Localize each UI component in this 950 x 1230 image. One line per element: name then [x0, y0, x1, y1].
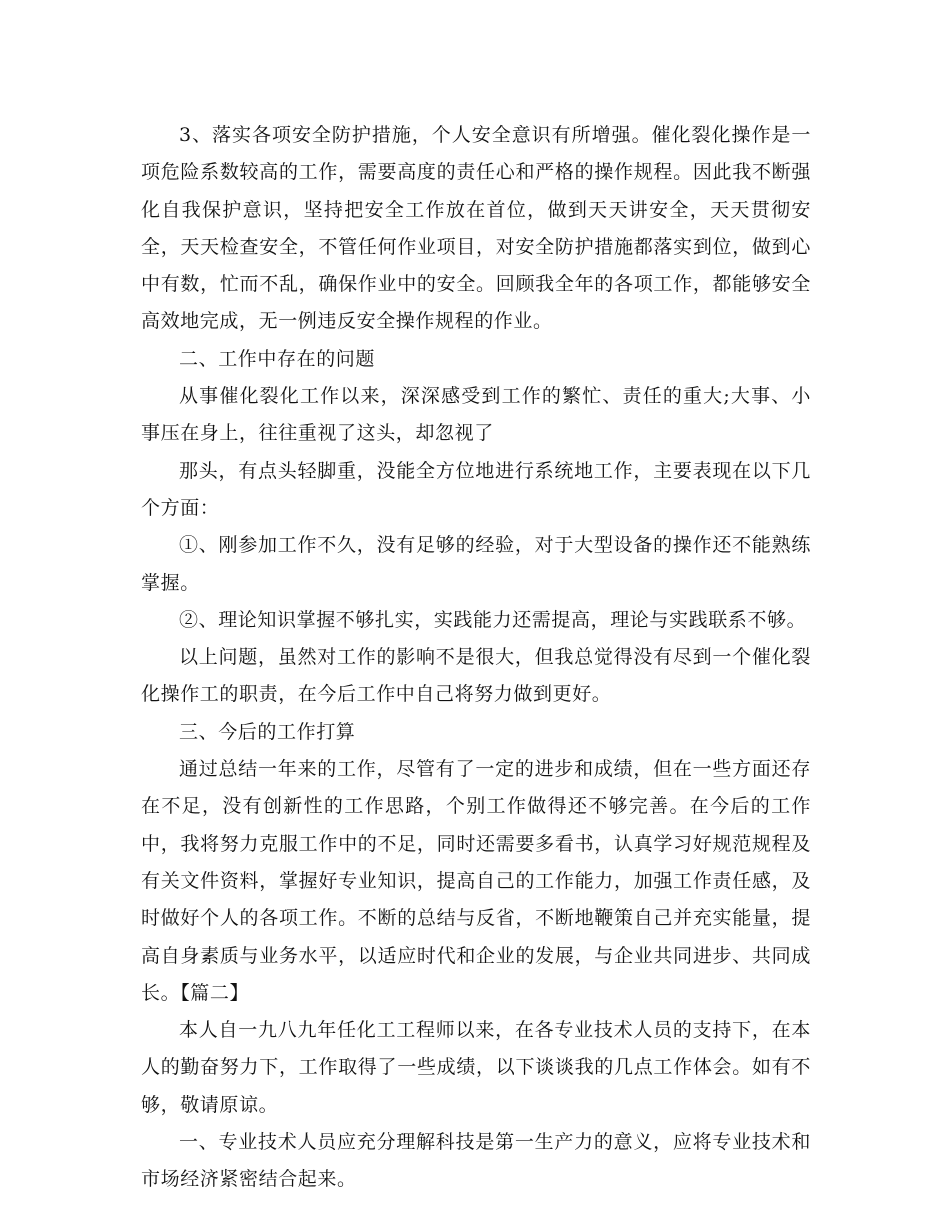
- paragraph-problems-summary: 以上问题，虽然对工作的影响不是很大，但我总觉得没有尽到一个催化裂化操作工的职责，在今后工作中自己将努力做到更好。: [141, 646, 811, 706]
- document-body: [141, 117, 811, 1199]
- heading-future-plans: 三、今后的工作打算: [179, 720, 356, 743]
- paragraph-part-two-intro: 本人自一九八九年任化工工程师以来，在各专业技术人员的支持下，在本人的勤奋努力下，工作取得了一些成绩，以下谈谈我的几点工作体会。如有不够，敬请原谅。: [141, 1019, 811, 1116]
- paragraph-problem-one: ①、刚参加工作不久，没有足够的经验，对于大型设备的操作还不能熟练掌握。: [141, 534, 811, 594]
- paragraph-problems-intro: 从事催化裂化工作以来，深深感受到工作的繁忙、责任的重大;大事、小事压在身上，往往重视了这头，却忽视了: [141, 385, 811, 445]
- paragraph-problem-two: ②、理论知识掌握不够扎实，实践能力还需提高，理论与实践联系不够。: [179, 608, 807, 631]
- paragraph-future-plans: 通过总结一年来的工作，尽管有了一定的进步和成绩，但在一些方面还存在不足，没有创新性的工作思路，个别工作做得还不够完善。在今后的工作中，我将努力克服工作中的不足，同时还需要多看书，认真学习好规范规程及有关文件资料，掌握好专业知识，提高自己的工作能力，加强工作责任感，及时做好个人的各项工作。不断的总结与反省，不断地鞭策自己并充实能量，提高自身素质与业务水平，以适应时代和企业的发展，与企业共同进步、共同成长。【篇二】: [141, 758, 811, 1004]
- paragraph-section-one: 一、专业技术人员应充分理解科技是第一生产力的意义，应将专业技术和市场经济紧密结合起来。: [141, 1131, 811, 1191]
- paragraph-safety-measures: 3、落实各项安全防护措施，个人安全意识有所增强。催化裂化操作是一项危险系数较高的工作，需要高度的责任心和严格的操作规程。因此我不断强化自我保护意识，坚持把安全工作放在首位，做到天天讲安全，天天贯彻安全，天天检查安全，不管任何作业项目，对安全防护措施都落实到位，做到心中有数，忙而不乱，确保作业中的安全。回顾我全年的各项工作，都能够安全高效地完成，无一例违反安全操作规程的作业。: [141, 124, 811, 333]
- paragraph-problems-continued: 那头，有点头轻脚重，没能全方位地进行系统地工作，主要表现在以下几个方面：: [141, 459, 811, 519]
- heading-existing-problems: 二、工作中存在的问题: [179, 347, 376, 370]
